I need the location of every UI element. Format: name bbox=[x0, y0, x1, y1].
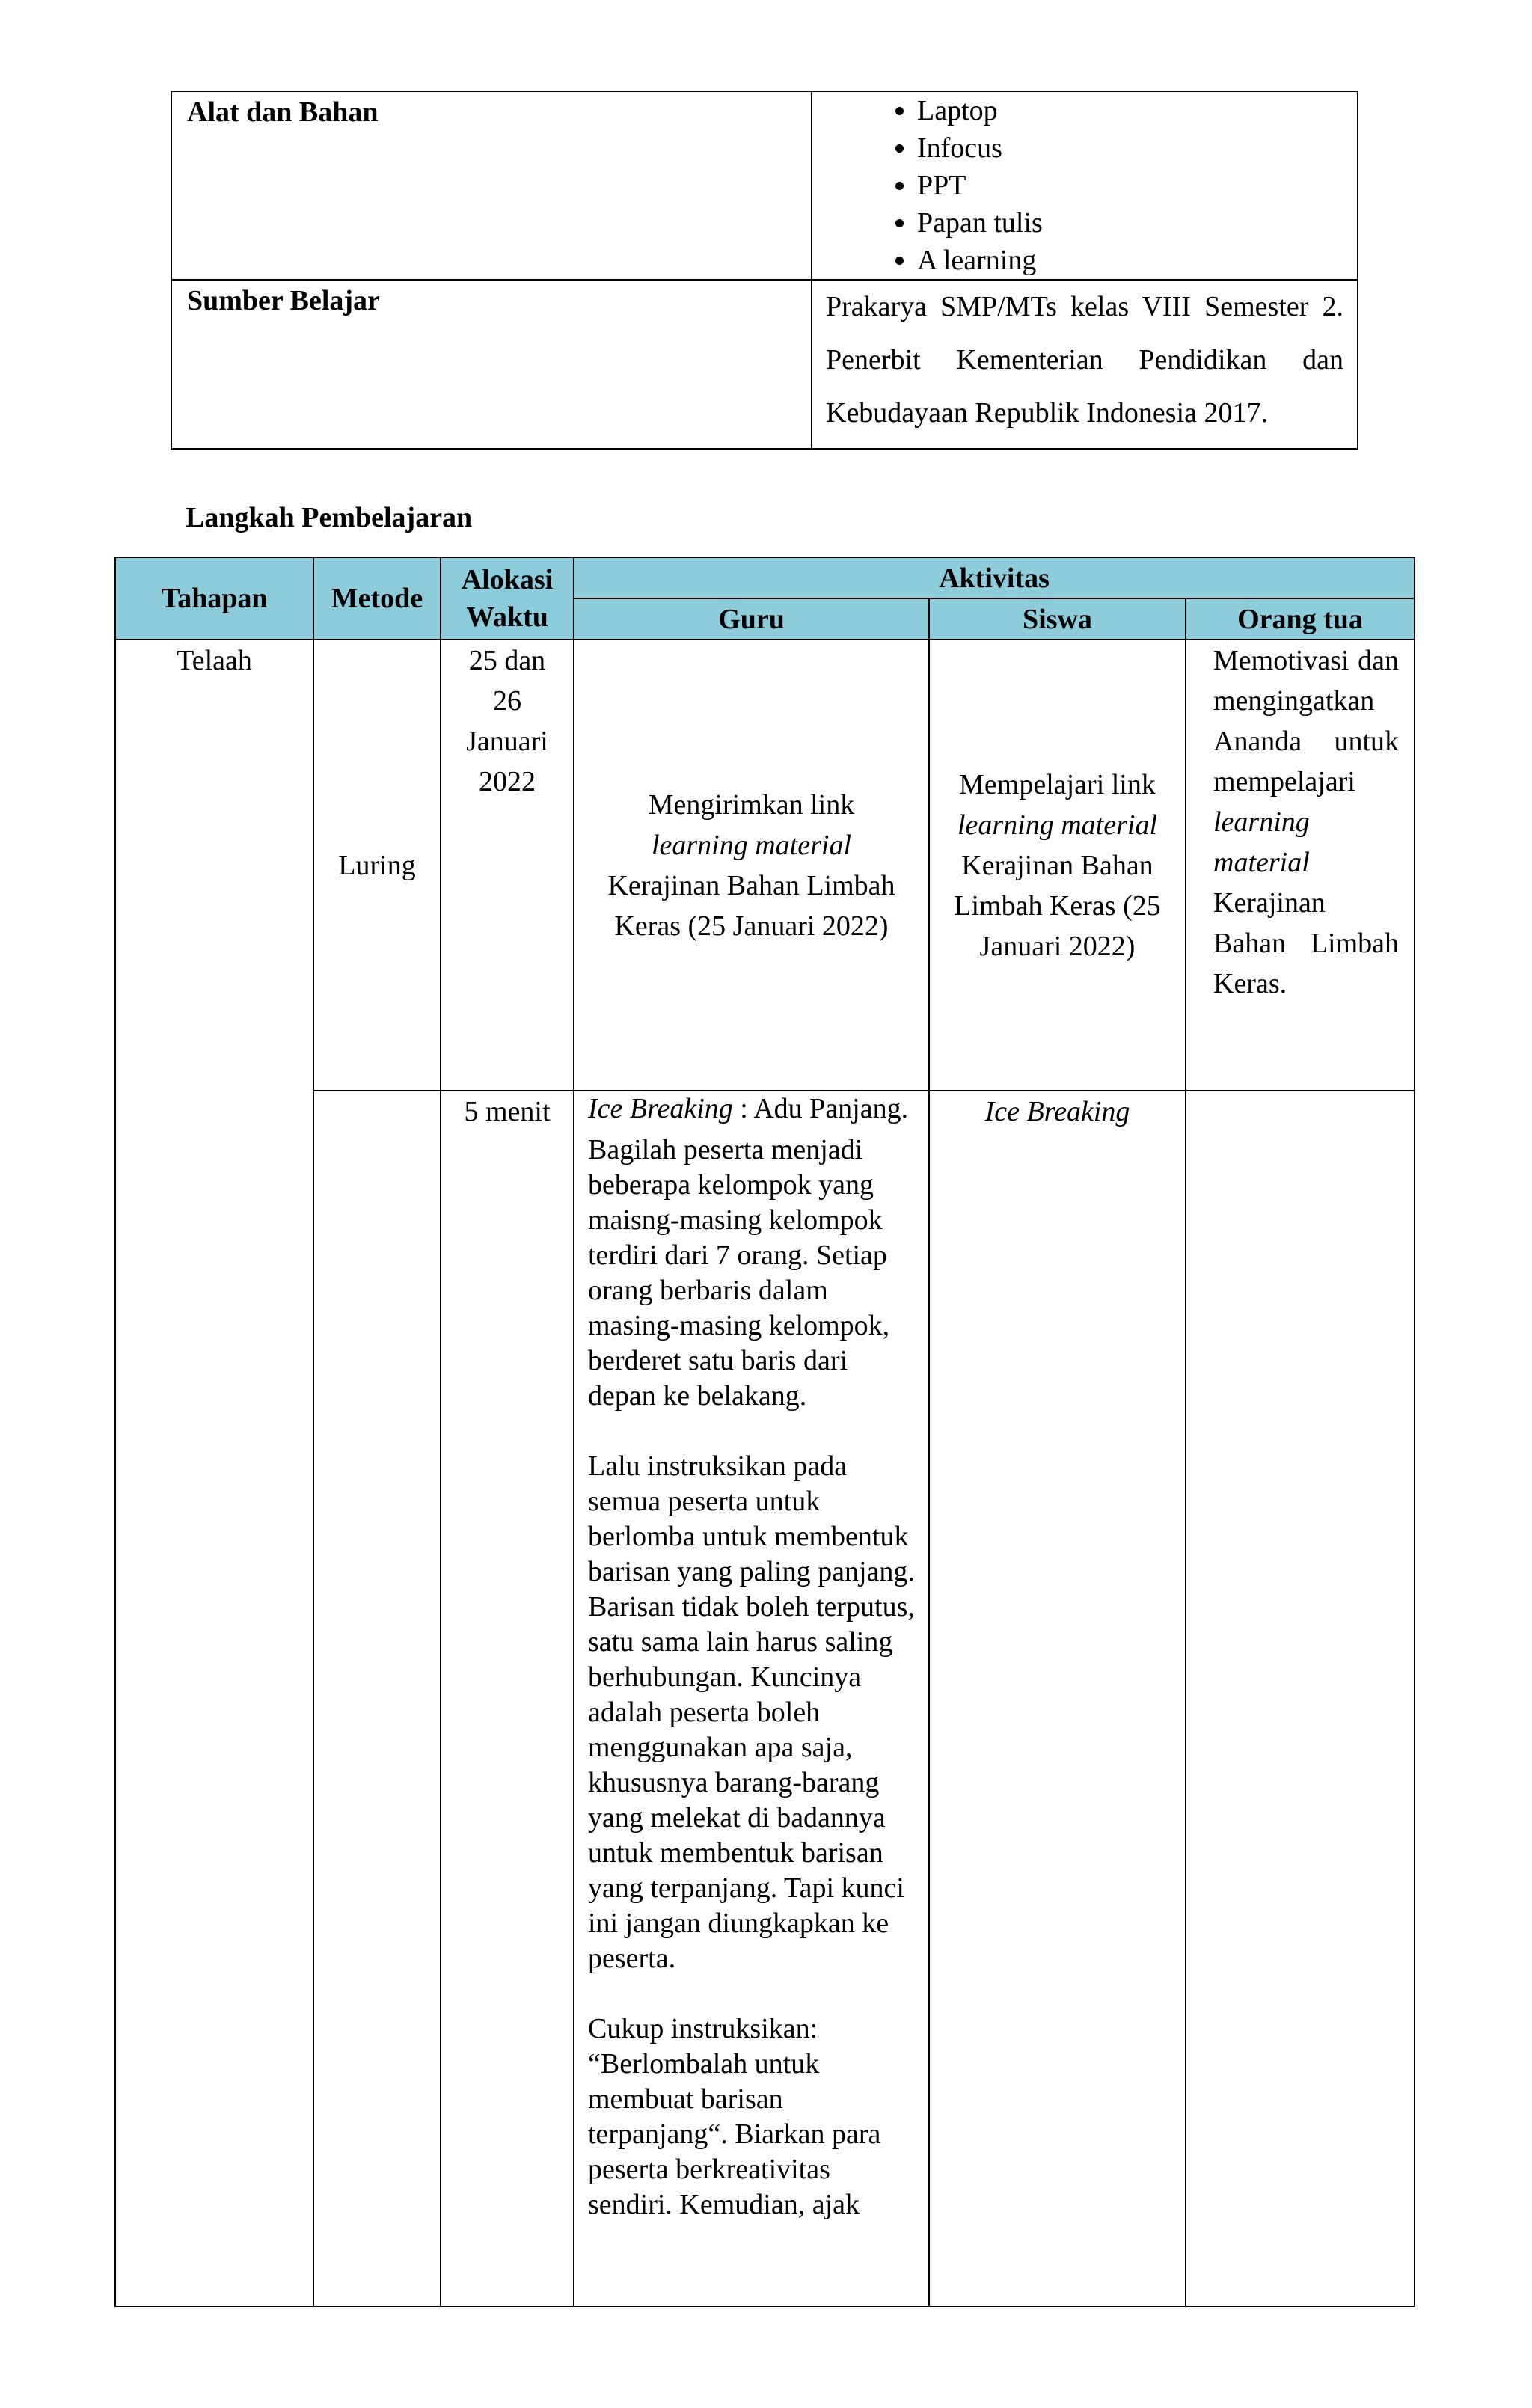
waktu-line: 25 dan bbox=[468, 645, 546, 676]
orang-tua-cell bbox=[1186, 640, 1415, 1091]
guru-paragraph: Cukup instruksikan: “Berlombalah untuk membuat barisan terpanjang“. Biarkan para peserta berkreativitas sendiri. Kemudian, ajak bbox=[588, 2013, 881, 2220]
sumber-row bbox=[171, 280, 1358, 449]
alat-item: • A learning bbox=[917, 242, 1357, 279]
ice-breaking-rest: : Adu Panjang. bbox=[732, 1093, 909, 1124]
ice-breaking-italic: Ice Breaking bbox=[588, 1093, 733, 1124]
header-siswa: Siswa bbox=[929, 598, 1186, 640]
alat-label: Alat dan Bahan bbox=[171, 91, 812, 280]
guru-long-text bbox=[588, 1091, 916, 2222]
header-aktivitas: Aktivitas bbox=[574, 557, 1415, 598]
waktu-cell bbox=[441, 640, 574, 1091]
alat-item: • Laptop bbox=[917, 92, 1357, 129]
orang-tua-text: Kerajinan Bahan Limbah Keras. bbox=[1213, 887, 1400, 999]
siswa-line: Mempelajari link bbox=[959, 768, 1156, 800]
guru-italic: learning material bbox=[651, 829, 852, 861]
guru-paragraph: Lalu instruksikan pada semua peserta untuk berlomba untuk membentuk barisan yang paling panjang. Barisan tidak boleh terputus, satu sama lain harus saling berhubungan. Kuncinya adalah peserta boleh menggunakan apa saja, khususnya barang-barang yang melekat di badannya untuk membentuk barisan yang terpanjang. Tapi kunci ini jangan diungkapkan ke peserta. bbox=[588, 1450, 915, 1974]
materials-sources-table bbox=[171, 91, 1358, 450]
orang-tua-text: Memotivasi dan mengingatkan Ananda untuk mempelajari bbox=[1213, 645, 1400, 797]
alat-item: • Infocus bbox=[917, 129, 1357, 167]
waktu-line: 2022 bbox=[479, 766, 536, 797]
alat-row bbox=[171, 91, 1358, 280]
header-guru: Guru bbox=[574, 598, 929, 640]
guru-paragraph: Bagilah peserta menjadi beberapa kelompok yang maisng-masing kelompok terdiri dari 7 orang. Setiap orang berbaris dalam masing-masing kelompok, berderet satu baris dari depan ke belakang. bbox=[588, 1134, 890, 1412]
orang-tua-cell-empty bbox=[1186, 1091, 1415, 2306]
waktu-cell: 5 menit bbox=[441, 1091, 574, 2306]
siswa-cell bbox=[929, 640, 1186, 1091]
ice-breaking-title bbox=[588, 1091, 916, 1127]
header-alokasi: Alokasi bbox=[461, 564, 554, 595]
guru-line: Kerajinan Bahan Limbah Keras (25 Januari 2022) bbox=[607, 869, 895, 942]
header-metode: Metode bbox=[313, 557, 441, 640]
siswa-italic: learning material bbox=[957, 809, 1158, 841]
header-alokasi-waktu bbox=[441, 557, 574, 640]
tahapan-cell: Telaah bbox=[115, 640, 313, 2306]
guru-cell bbox=[574, 640, 929, 1091]
metode-cell-empty bbox=[313, 1091, 441, 2306]
learning-steps-table bbox=[114, 557, 1415, 2307]
section-heading: Langkah Pembelajaran bbox=[186, 502, 473, 533]
table-row bbox=[115, 640, 1415, 1091]
header-orang-tua: Orang tua bbox=[1186, 598, 1415, 640]
orang-tua-italic: learning material bbox=[1213, 806, 1310, 878]
header-waktu: Waktu bbox=[466, 601, 548, 633]
siswa-line: Kerajinan Bahan Limbah Keras (25 Januari 2022) bbox=[954, 849, 1161, 962]
waktu-line: Januari bbox=[466, 726, 548, 757]
alat-list bbox=[812, 92, 1357, 279]
header-tahapan: Tahapan bbox=[115, 557, 313, 640]
alat-item: • Papan tulis bbox=[917, 204, 1357, 242]
header-row-1 bbox=[115, 557, 1415, 598]
metode-cell: Luring bbox=[313, 640, 441, 1091]
guru-cell bbox=[574, 1091, 929, 2306]
sumber-text: Prakarya SMP/MTs kelas VIII Semester 2. Penerbit Kementerian Pendidikan dan Kebudayaan Republik Indonesia 2017. bbox=[812, 280, 1358, 449]
guru-line: Mengirimkan link bbox=[648, 788, 855, 821]
sumber-label: Sumber Belajar bbox=[171, 280, 812, 449]
alat-item: • PPT bbox=[917, 167, 1357, 204]
alat-list-cell bbox=[812, 91, 1358, 280]
waktu-line: 26 bbox=[493, 685, 521, 717]
siswa-cell: Ice Breaking bbox=[929, 1091, 1186, 2306]
